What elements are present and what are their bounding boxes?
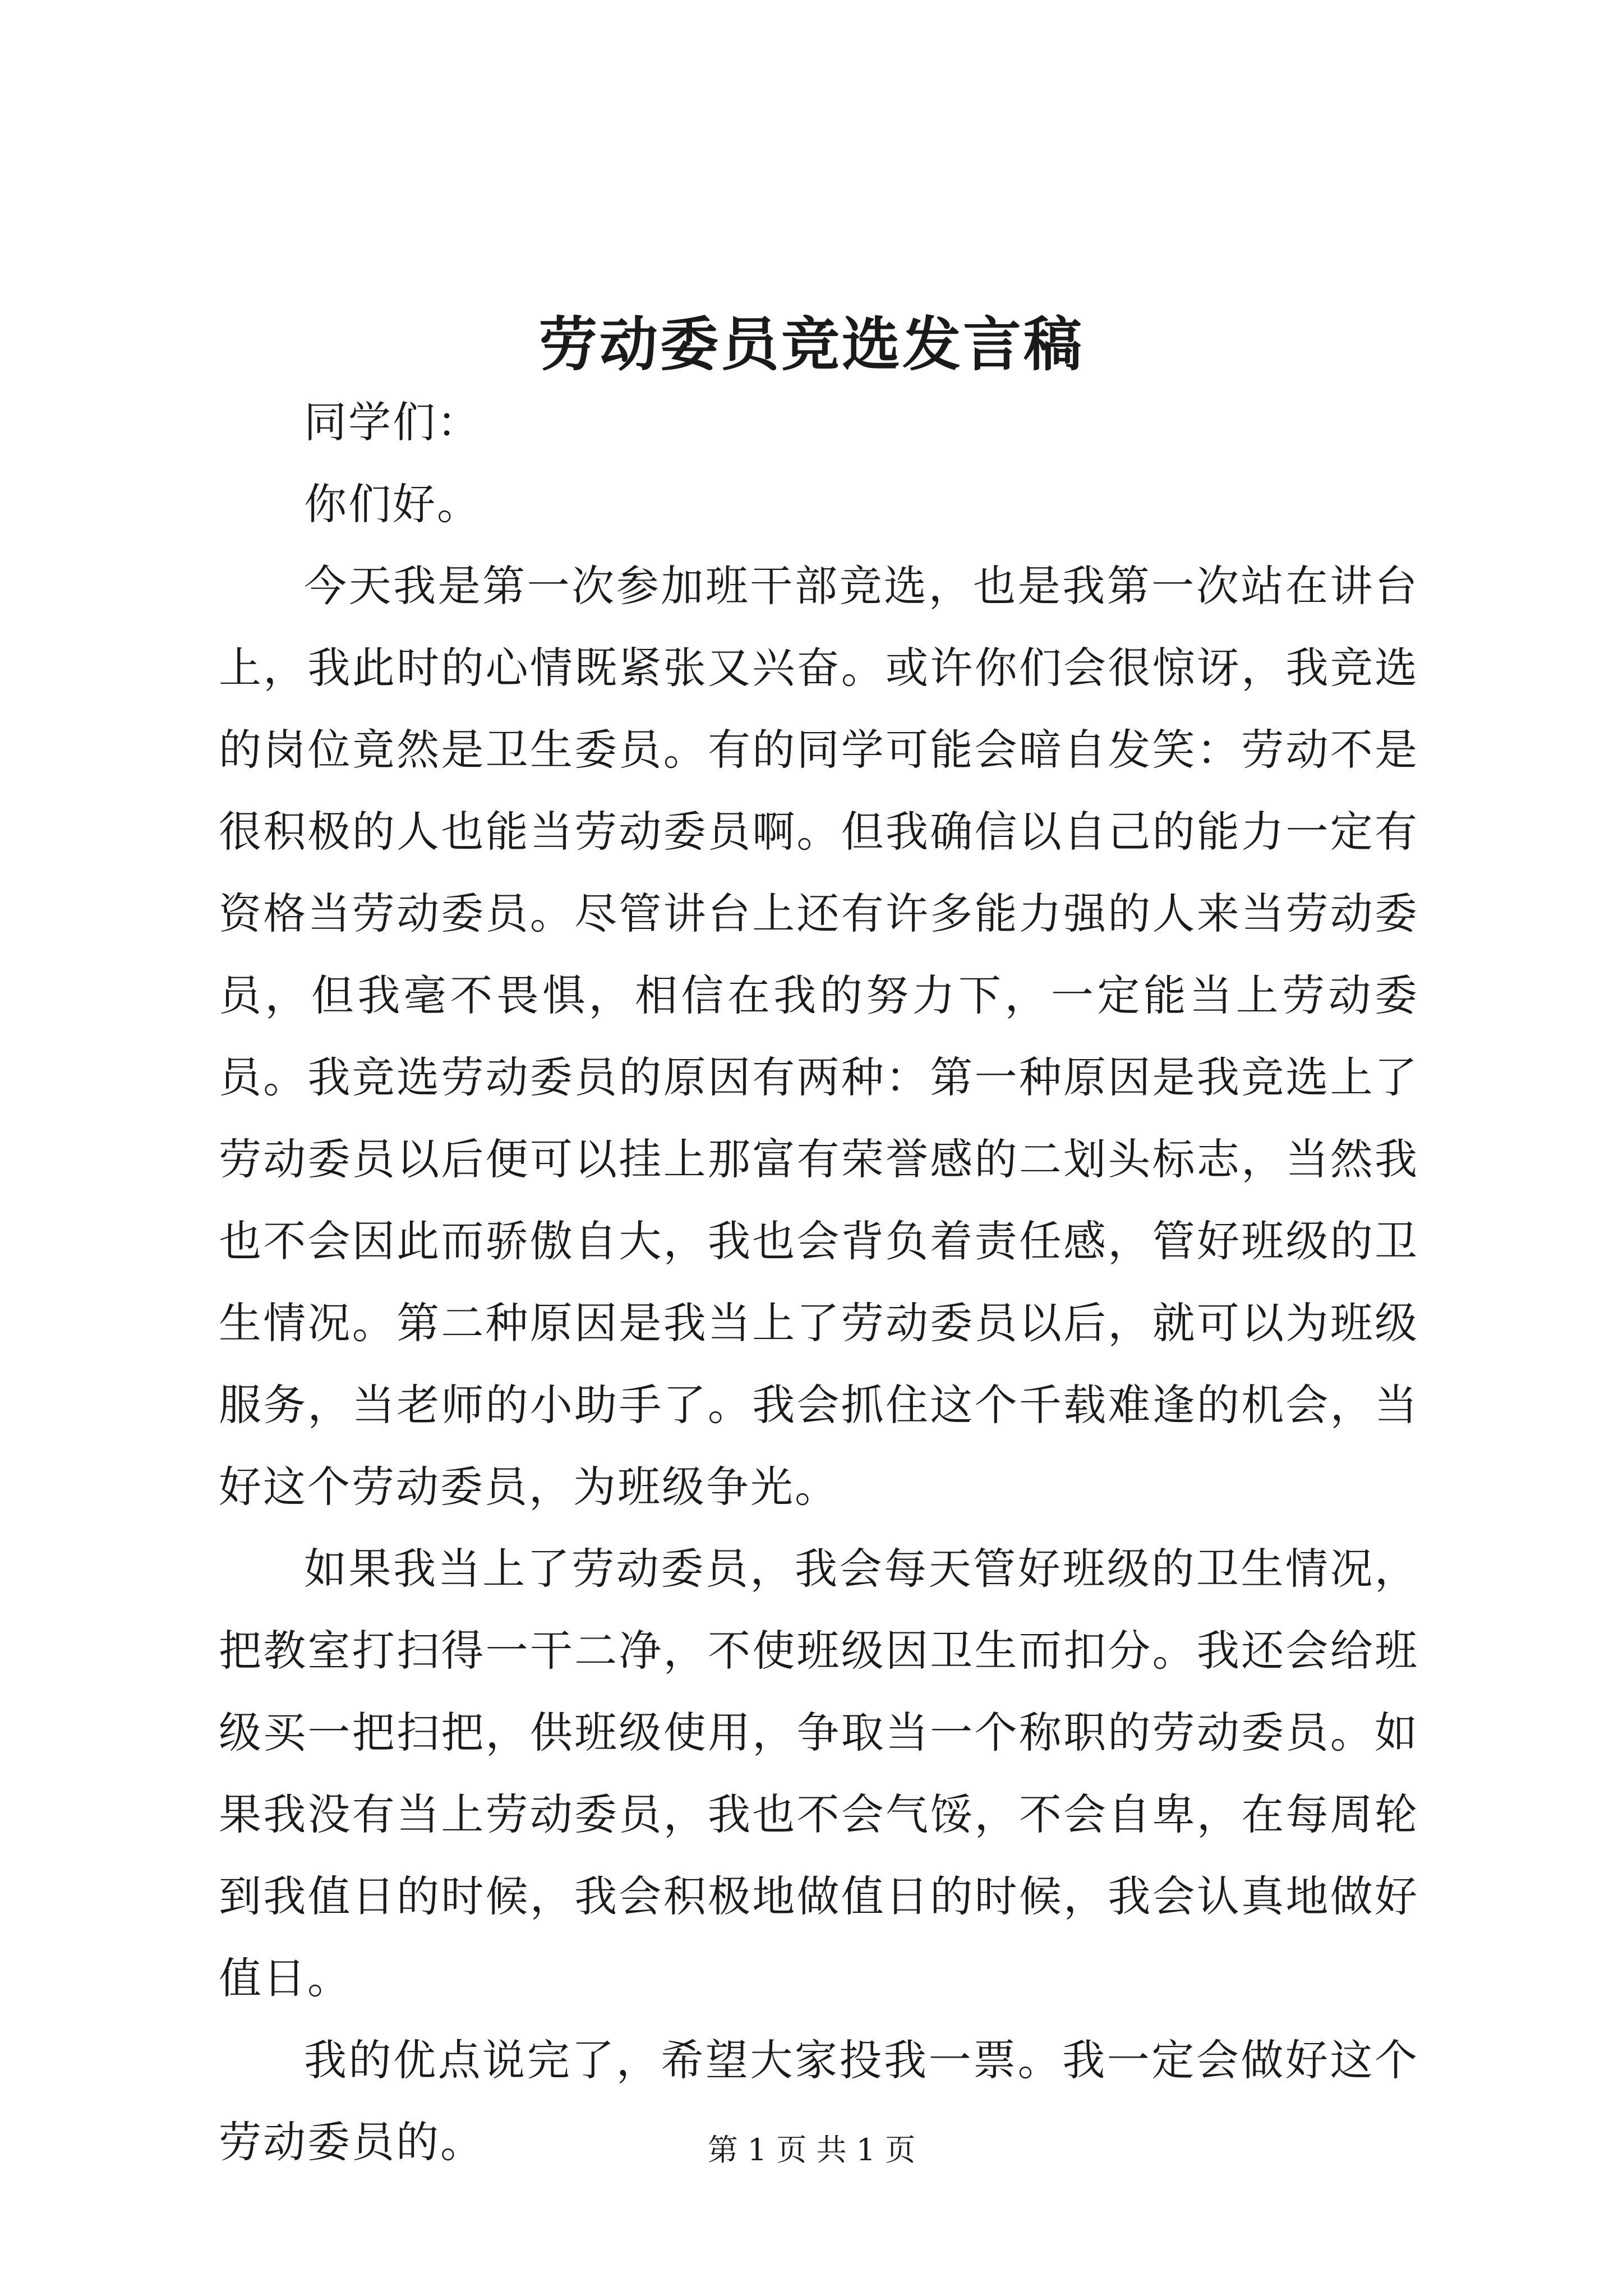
paragraph-2: 如果我当上了劳动委员，我会每天管好班级的卫生情况，把教室打扫得一干二净，不使班级因卫生而扣分。我还会给班级买一把扫把，供班级使用，争取当一个称职的劳动委员。如果我没有当上劳动委员，我也不会气馁，不会自卑，在每周轮到我值日的时候，我会积极地做值日的时候，我会认真地做好值日。 bbox=[219, 1544, 1419, 2003]
greeting: 你们好。 bbox=[304, 479, 481, 529]
document-title: 劳动委员竞选发言稿 bbox=[538, 310, 1084, 379]
document-body bbox=[219, 381, 1419, 2183]
page-footer: 第 1 页 共 1 页 bbox=[707, 2132, 916, 2168]
paragraph-1: 今天我是第一次参加班干部竞选，也是我第一次站在讲台上，我此时的心情既紧张又兴奋。或许你们会很惊讶，我竞选的岗位竟然是卫生委员。有的同学可能会暗自发笑：劳动不是很积极的人也能当劳动委员啊。但我确信以自己的能力一定有资格当劳动委员。尽管讲台上还有许多能力强的人来当劳动委员，但我毫不畏惧，相信在我的努力下，一定能当上劳动委员。我竞选劳动委员的原因有两种：第一种原因是我竞选上了劳动委员以后便可以挂上那富有荣誉感的二划头标志，当然我也不会因此而骄傲自大，我也会背负着责任感，管好班级的卫生情况。第二种原因是我当上了劳动委员以后，就可以为班级服务，当老师的小助手了。我会抓住这个千载难逢的机会，当好这个劳动委员，为班级争光。 bbox=[219, 561, 1419, 1512]
salutation: 同学们： bbox=[304, 397, 481, 447]
paragraph-3: 我的优点说完了，希望大家投我一票。我一定会做好这个劳动委员的。 bbox=[219, 2035, 1419, 2167]
